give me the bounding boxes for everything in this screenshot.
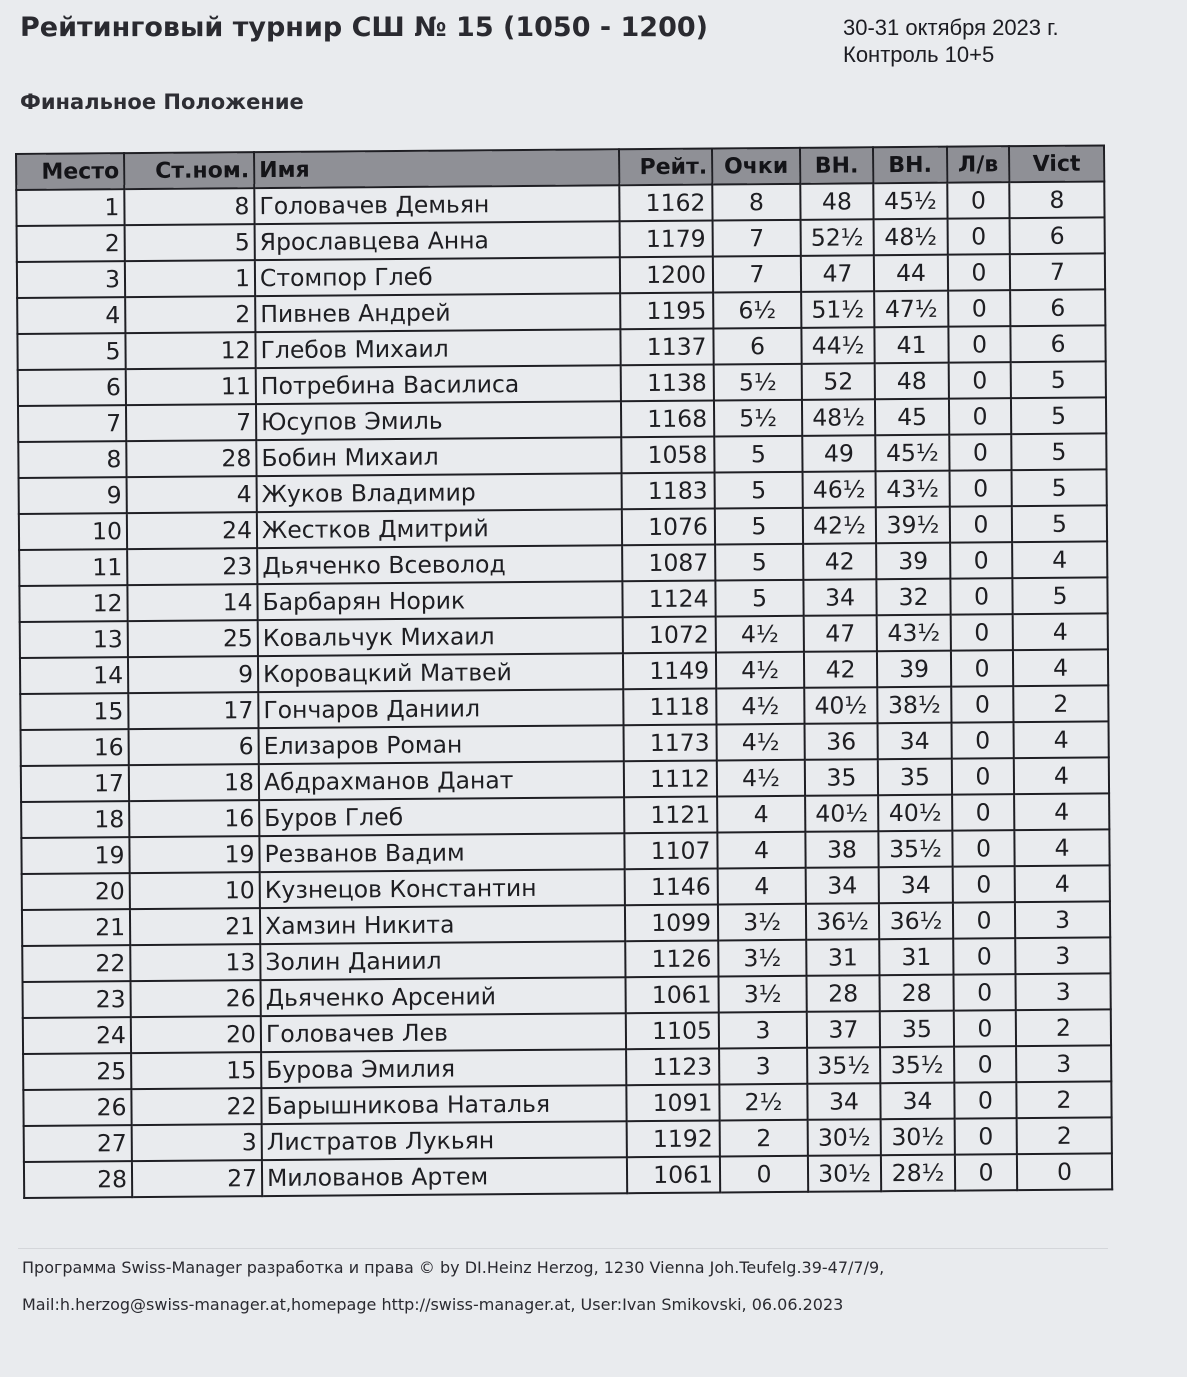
document-subtitle: Финальное Положение	[20, 90, 304, 114]
cell-lv: 0	[951, 614, 1013, 650]
cell-start-number: 11	[126, 368, 256, 405]
cell-victories: 2	[1016, 1009, 1111, 1046]
cell-name: Жуков Владимир	[257, 473, 622, 512]
cell-tiebreak-1: 40½	[804, 687, 877, 724]
cell-tiebreak-1: 52½	[801, 219, 874, 256]
cell-place: 4	[17, 297, 125, 334]
cell-start-number: 1	[125, 260, 255, 297]
cell-name: Барбарян Норик	[257, 581, 622, 620]
cell-start-number: 20	[131, 1016, 261, 1053]
cell-rating: 1149	[623, 653, 716, 690]
cell-points: 4½	[717, 724, 805, 761]
cell-start-number: 21	[130, 908, 260, 945]
cell-tiebreak-2: 45½	[873, 183, 947, 220]
cell-name: Головачев Лев	[261, 1013, 626, 1052]
cell-name: Бобин Михаил	[256, 437, 621, 476]
col-header-rating: Рейт.	[619, 149, 712, 186]
cell-place: 3	[17, 261, 125, 298]
cell-victories: 6	[1010, 217, 1105, 254]
cell-points: 2	[720, 1120, 808, 1157]
cell-lv: 0	[947, 182, 1009, 218]
cell-place: 9	[19, 477, 127, 514]
cell-rating: 1162	[619, 185, 712, 222]
cell-start-number: 13	[130, 944, 260, 981]
cell-lv: 0	[948, 326, 1010, 362]
cell-rating: 1076	[622, 509, 715, 546]
cell-place: 22	[22, 945, 130, 982]
cell-place: 6	[18, 369, 126, 406]
cell-rating: 1138	[621, 365, 714, 402]
cell-start-number: 7	[126, 404, 256, 441]
cell-lv: 0	[955, 1154, 1017, 1190]
cell-points: 6½	[713, 292, 801, 329]
cell-name: Резванов Вадим	[259, 833, 624, 872]
cell-victories: 4	[1012, 541, 1107, 578]
cell-rating: 1192	[627, 1120, 720, 1157]
cell-lv: 0	[949, 398, 1011, 434]
cell-tiebreak-1: 34	[807, 1083, 880, 1120]
cell-place: 28	[24, 1161, 132, 1198]
cell-victories: 5	[1011, 397, 1106, 434]
cell-start-number: 27	[132, 1160, 262, 1197]
cell-rating: 1137	[620, 329, 713, 366]
cell-victories: 7	[1010, 253, 1105, 290]
cell-tiebreak-1: 48½	[802, 399, 875, 436]
cell-lv: 0	[954, 1046, 1016, 1082]
cell-lv: 0	[954, 1010, 1016, 1046]
cell-victories: 3	[1016, 1045, 1111, 1082]
cell-name: Бурова Эмилия	[261, 1049, 626, 1088]
cell-victories: 4	[1014, 757, 1109, 794]
cell-place: 1	[16, 189, 124, 226]
cell-rating: 1087	[622, 545, 715, 582]
col-header-points: Очки	[712, 148, 800, 185]
cell-lv: 0	[949, 362, 1011, 398]
cell-start-number: 23	[127, 548, 257, 585]
cell-points: 4½	[716, 652, 804, 689]
cell-start-number: 5	[125, 224, 255, 261]
cell-tiebreak-1: 30½	[808, 1119, 881, 1156]
cell-place: 26	[23, 1089, 131, 1126]
cell-rating: 1061	[627, 1156, 720, 1193]
cell-place: 16	[21, 729, 129, 766]
cell-start-number: 3	[132, 1124, 262, 1161]
cell-lv: 0	[954, 1082, 1016, 1118]
footer-credits: Программа Swiss-Manager разработка и права © by DI.Heinz Herzog, 1230 Vienna Joh.Teufelg.39-47/7/9,	[22, 1258, 885, 1277]
cell-tiebreak-2: 45½	[875, 435, 949, 472]
cell-victories: 5	[1011, 361, 1106, 398]
cell-place: 10	[19, 513, 127, 550]
cell-place: 2	[17, 225, 125, 262]
cell-start-number: 19	[129, 836, 259, 873]
cell-tiebreak-2: 39	[876, 543, 950, 580]
cell-rating: 1058	[621, 437, 714, 474]
cell-place: 20	[22, 873, 130, 910]
cell-points: 4	[717, 832, 805, 869]
cell-lv: 0	[950, 542, 1012, 578]
cell-tiebreak-2: 39½	[876, 507, 950, 544]
cell-rating: 1173	[624, 725, 717, 762]
cell-rating: 1105	[626, 1012, 719, 1049]
cell-points: 4	[718, 868, 806, 905]
cell-start-number: 16	[129, 800, 259, 837]
cell-rating: 1123	[626, 1048, 719, 1085]
cell-tiebreak-1: 38	[805, 831, 878, 868]
cell-lv: 0	[948, 254, 1010, 290]
cell-victories: 4	[1014, 829, 1109, 866]
cell-rating: 1061	[625, 977, 718, 1014]
cell-place: 14	[20, 657, 128, 694]
cell-name: Пивнев Андрей	[255, 293, 620, 332]
cell-place: 15	[20, 693, 128, 730]
cell-rating: 1091	[626, 1084, 719, 1121]
cell-name: Милованов Артем	[262, 1157, 627, 1196]
cell-name: Головачев Демьян	[254, 185, 619, 224]
time-control: Контроль 10+5	[843, 42, 995, 67]
col-header-victories: Vict	[1009, 145, 1104, 182]
cell-victories: 2	[1013, 685, 1108, 722]
cell-name: Золин Даниил	[260, 941, 625, 980]
cell-place: 24	[23, 1017, 131, 1054]
cell-tiebreak-2: 28	[879, 975, 953, 1012]
cell-victories: 8	[1009, 181, 1104, 218]
cell-name: Коровацкий Матвей	[258, 653, 623, 692]
cell-points: 5	[715, 580, 803, 617]
cell-tiebreak-2: 48½	[874, 219, 948, 256]
cell-lv: 0	[949, 434, 1011, 470]
cell-tiebreak-2: 43½	[876, 471, 950, 508]
cell-lv: 0	[955, 1118, 1017, 1154]
cell-rating: 1195	[620, 293, 713, 330]
cell-start-number: 2	[125, 296, 255, 333]
cell-rating: 1118	[623, 689, 716, 726]
cell-tiebreak-1: 36	[805, 723, 878, 760]
cell-tiebreak-2: 35½	[880, 1047, 954, 1084]
cell-lv: 0	[952, 794, 1014, 830]
cell-lv: 0	[950, 470, 1012, 506]
cell-rating: 1099	[625, 905, 718, 942]
col-header-place: Место	[16, 153, 124, 190]
cell-points: 5	[715, 472, 803, 509]
cell-tiebreak-2: 28½	[881, 1155, 955, 1192]
cell-points: 4½	[716, 616, 804, 653]
date-control-block	[843, 14, 1059, 68]
cell-lv: 0	[952, 758, 1014, 794]
cell-tiebreak-2: 38½	[877, 687, 951, 724]
cell-points: 3½	[718, 940, 806, 977]
cell-tiebreak-1: 42	[803, 543, 876, 580]
cell-tiebreak-2: 44	[874, 255, 948, 292]
cell-start-number: 10	[130, 872, 260, 909]
cell-name: Хамзин Никита	[260, 905, 625, 944]
cell-points: 4½	[717, 760, 805, 797]
footer-contact: Mail:h.herzog@swiss-manager.at,homepage http://swiss-manager.at, User:Ivan Smikovski, 06.06.2023	[22, 1295, 844, 1314]
cell-lv: 0	[953, 974, 1015, 1010]
footer-divider	[18, 1248, 1108, 1249]
cell-lv: 0	[951, 650, 1013, 686]
cell-points: 5	[715, 544, 803, 581]
cell-start-number: 28	[126, 440, 256, 477]
cell-rating: 1072	[623, 617, 716, 654]
cell-tiebreak-1: 34	[806, 867, 879, 904]
cell-tiebreak-1: 48	[800, 183, 873, 220]
cell-name: Дьяченко Арсений	[261, 977, 626, 1016]
cell-lv: 0	[953, 938, 1015, 974]
cell-place: 5	[17, 333, 125, 370]
cell-place: 7	[18, 405, 126, 442]
cell-name: Глебов Михаил	[255, 329, 620, 368]
cell-tiebreak-2: 40½	[878, 795, 952, 832]
cell-victories: 3	[1015, 901, 1110, 938]
cell-tiebreak-1: 52	[802, 363, 875, 400]
cell-name: Потребина Василиса	[256, 365, 621, 404]
cell-victories: 5	[1012, 577, 1107, 614]
cell-place: 27	[24, 1125, 132, 1162]
cell-points: 6	[713, 328, 801, 365]
cell-tiebreak-2: 41	[874, 327, 948, 364]
cell-tiebreak-2: 39	[877, 651, 951, 688]
cell-start-number: 12	[125, 332, 255, 369]
cell-tiebreak-2: 35½	[878, 831, 952, 868]
cell-rating: 1107	[624, 833, 717, 870]
document-title: Рейтинговый турнир СШ № 15 (1050 - 1200)	[20, 12, 708, 43]
cell-rating: 1168	[621, 401, 714, 438]
cell-tiebreak-2: 34	[879, 867, 953, 904]
cell-tiebreak-1: 31	[806, 939, 879, 976]
cell-start-number: 17	[128, 692, 258, 729]
cell-lv: 0	[952, 830, 1014, 866]
cell-place: 11	[19, 549, 127, 586]
cell-lv: 0	[953, 866, 1015, 902]
cell-place: 25	[23, 1053, 131, 1090]
cell-start-number: 26	[131, 980, 261, 1017]
cell-tiebreak-2: 34	[878, 723, 952, 760]
cell-rating: 1126	[625, 941, 718, 978]
cell-place: 19	[21, 837, 129, 874]
cell-name: Буров Глеб	[259, 797, 624, 836]
cell-victories: 3	[1015, 973, 1110, 1010]
cell-tiebreak-2: 30½	[881, 1119, 955, 1156]
cell-victories: 4	[1013, 649, 1108, 686]
cell-points: 7	[713, 220, 801, 257]
cell-name: Барышникова Наталья	[261, 1085, 626, 1124]
cell-place: 8	[18, 441, 126, 478]
cell-points: 5	[715, 508, 803, 545]
cell-points: 0	[720, 1156, 808, 1193]
cell-points: 4	[717, 796, 805, 833]
cell-tiebreak-2: 47½	[874, 291, 948, 328]
cell-tiebreak-1: 46½	[803, 471, 876, 508]
cell-rating: 1112	[624, 761, 717, 798]
cell-start-number: 15	[131, 1052, 261, 1089]
cell-tiebreak-1: 37	[807, 1011, 880, 1048]
cell-victories: 6	[1010, 289, 1105, 326]
cell-tiebreak-2: 32	[876, 579, 950, 616]
col-header-tiebreak-2: ВН.	[873, 147, 947, 184]
cell-tiebreak-2: 36½	[879, 903, 953, 940]
cell-rating: 1200	[620, 257, 713, 294]
cell-tiebreak-1: 35½	[807, 1047, 880, 1084]
cell-start-number: 22	[131, 1088, 261, 1125]
cell-place: 13	[20, 621, 128, 658]
cell-tiebreak-2: 35	[878, 759, 952, 796]
cell-points: 5	[714, 436, 802, 473]
cell-rating: 1179	[620, 221, 713, 258]
cell-rating: 1124	[622, 581, 715, 618]
cell-name: Стомпор Глеб	[255, 257, 620, 296]
cell-name: Гончаров Даниил	[258, 689, 623, 728]
cell-place: 21	[22, 909, 130, 946]
cell-tiebreak-1: 34	[803, 579, 876, 616]
cell-lv: 0	[950, 506, 1012, 542]
cell-tiebreak-1: 35	[805, 759, 878, 796]
cell-lv: 0	[948, 290, 1010, 326]
cell-tiebreak-1: 42½	[803, 507, 876, 544]
cell-lv: 0	[951, 686, 1013, 722]
cell-place: 17	[21, 765, 129, 802]
cell-start-number: 25	[128, 620, 258, 657]
cell-victories: 6	[1010, 325, 1105, 362]
cell-tiebreak-1: 40½	[805, 795, 878, 832]
cell-points: 5½	[714, 400, 802, 437]
cell-name: Абдрахманов Данат	[259, 761, 624, 800]
col-header-lv: Л/в	[947, 146, 1009, 182]
table-row	[24, 1153, 1112, 1198]
cell-name: Ярославцева Анна	[255, 221, 620, 260]
col-header-tiebreak-1: ВН.	[800, 147, 873, 184]
cell-rating: 1183	[622, 473, 715, 510]
cell-place: 18	[21, 801, 129, 838]
cell-points: 3½	[718, 976, 806, 1013]
cell-victories: 4	[1014, 793, 1109, 830]
cell-victories: 5	[1012, 469, 1107, 506]
cell-lv: 0	[952, 722, 1014, 758]
cell-victories: 4	[1015, 865, 1110, 902]
cell-name: Юсупов Эмиль	[256, 401, 621, 440]
col-header-name: Имя	[254, 149, 619, 188]
cell-tiebreak-2: 31	[879, 939, 953, 976]
cell-name: Жестков Дмитрий	[257, 509, 622, 548]
cell-tiebreak-1: 49	[802, 435, 875, 472]
cell-start-number: 14	[127, 584, 257, 621]
cell-victories: 5	[1012, 505, 1107, 542]
cell-tiebreak-1: 42	[804, 651, 877, 688]
cell-tiebreak-2: 35	[880, 1011, 954, 1048]
cell-rating: 1121	[624, 797, 717, 834]
cell-points: 7	[713, 256, 801, 293]
cell-tiebreak-1: 36½	[806, 903, 879, 940]
cell-victories: 5	[1011, 433, 1106, 470]
cell-place: 23	[23, 981, 131, 1018]
cell-victories: 3	[1015, 937, 1110, 974]
cell-place: 12	[19, 585, 127, 622]
cell-victories: 4	[1013, 613, 1108, 650]
cell-start-number: 18	[129, 764, 259, 801]
cell-victories: 2	[1017, 1117, 1112, 1154]
cell-tiebreak-2: 34	[880, 1083, 954, 1120]
cell-tiebreak-1: 47	[801, 255, 874, 292]
cell-lv: 0	[953, 902, 1015, 938]
col-header-start-number: Ст.ном.	[124, 152, 254, 189]
cell-start-number: 9	[128, 656, 258, 693]
cell-name: Листратов Лукьян	[262, 1121, 627, 1160]
cell-rating: 1146	[625, 869, 718, 906]
cell-points: 3	[719, 1048, 807, 1085]
cell-start-number: 8	[124, 188, 254, 225]
cell-name: Кузнецов Константин	[260, 869, 625, 908]
cell-start-number: 4	[127, 476, 257, 513]
cell-points: 8	[712, 184, 800, 221]
cell-points: 2½	[719, 1084, 807, 1121]
cell-points: 5½	[714, 364, 802, 401]
cell-tiebreak-1: 51½	[801, 291, 874, 328]
cell-points: 3½	[718, 904, 806, 941]
cell-name: Дьяченко Всеволод	[257, 545, 622, 584]
cell-name: Елизаров Роман	[259, 725, 624, 764]
cell-start-number: 24	[127, 512, 257, 549]
cell-tiebreak-1: 30½	[808, 1155, 881, 1192]
cell-victories: 2	[1016, 1081, 1111, 1118]
table-body	[16, 181, 1112, 1198]
tournament-date: 30-31 октября 2023 г.	[843, 15, 1059, 40]
cell-name: Ковальчук Михаил	[258, 617, 623, 656]
cell-victories: 4	[1014, 721, 1109, 758]
standings-table	[15, 144, 1113, 1199]
cell-tiebreak-1: 28	[806, 975, 879, 1012]
cell-lv: 0	[950, 578, 1012, 614]
cell-tiebreak-2: 43½	[877, 615, 951, 652]
cell-start-number: 6	[129, 728, 259, 765]
cell-tiebreak-2: 48	[875, 363, 949, 400]
cell-points: 3	[719, 1012, 807, 1049]
cell-lv: 0	[948, 218, 1010, 254]
cell-victories: 0	[1017, 1153, 1112, 1190]
cell-tiebreak-1: 44½	[801, 327, 874, 364]
cell-tiebreak-1: 47	[804, 615, 877, 652]
cell-points: 4½	[716, 688, 804, 725]
cell-tiebreak-2: 45	[875, 399, 949, 436]
